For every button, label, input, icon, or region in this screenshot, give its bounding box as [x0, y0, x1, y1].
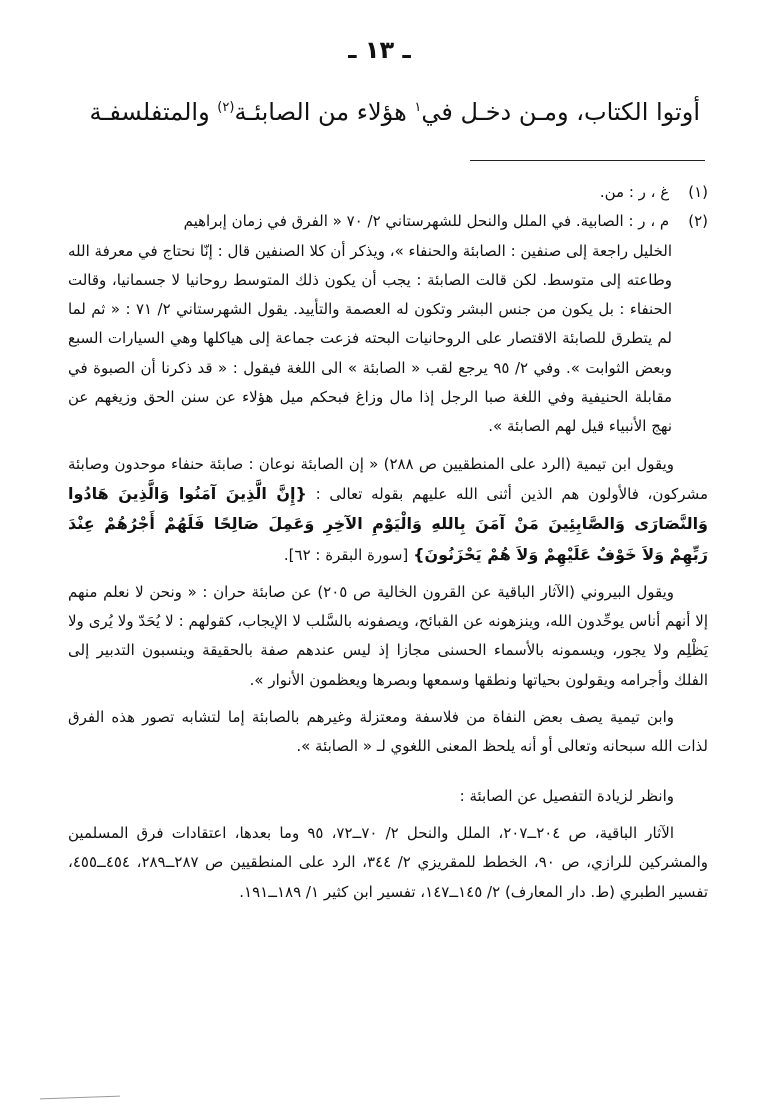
references-list: الآثار الباقية، ص ٢٠٤ــ٢٠٧، الملل والنحل ٢/ ٧٠ــ٧٢، ٩٥ وما بعدها، اعتقادات فرق المسلمين والمشركين للرازي، ص ٩٠، الخطط للمقريزي ٢/ ٣٤٤، الرد على المنطقيين ص ٢٨٧ــ٢٨٩، ٤٥٤ــ٤٥٥، تفسير الطبري (ط. دار المعارف) ٢/ ١٤٥ــ١٤٧، تفسير ابن كثير ١/ ١٨٩ــ١٩١. [68, 823, 708, 901]
main-text-segment: والمتفلسفـة [89, 98, 218, 126]
footnote-separator [470, 160, 705, 161]
footnote-number: (١) [688, 183, 708, 201]
footnote-text: م ، ر : الصابية. في الملل والنحل للشهرستاني ٢/ ٧٠ « الفرق في زمان إبراهيم [183, 212, 670, 231]
biruni-paragraph: ويقول البيروني (الآثار الباقية عن القرون الخالية ص ٢٠٥) عن صابئة حران : « ونحن لا نعلم منهم إلا أنهم أناس يوحِّدون الله، وينزهونه عن القبائح، ويصفونه بالسَّلب لا الإيجاب، كقولهم : لا يُحَدّ ولا يُرى ولا يَظْلِم ولا يجور، ويسمونه بالأسماء الحسنى مجازا إذ ليس عندهم صفة بالحقيقة وينسبون التدبير إلى الفلك وأجرامه ويقولون بحياتها ونطقها وسمعها وبصرها ويعظمون الأنوار ». [68, 582, 708, 689]
footnotes-section [68, 178, 708, 907]
page-number: ـ ١٣ ـ [348, 36, 411, 64]
main-text-segment: أوتوا الكتاب، ومـن دخـل في [421, 98, 700, 126]
footnote-text: غ ، ر : من. [599, 183, 670, 201]
footnote-number: (٢) [688, 212, 708, 231]
scan-edge-mark [40, 1096, 120, 1100]
footnote-ref-1: ١ [414, 100, 422, 115]
further-reading-intro: وانظر لزيادة التفصيل عن الصابئة : [459, 786, 674, 805]
main-text-line [70, 90, 700, 130]
ibn-taymiyya-note: وابن تيمية يصف بعض النفاة من فلاسفة ومعتزلة وغيرهم بالصابئة إما لتشابه تصور هذه الفرق لذات الله سبحانه وتعالى أو أنه يلحظ المعنى اللغوي لـ « الصابئة ». [68, 708, 708, 756]
footnote-1 [68, 178, 708, 207]
ibn-taymiyya-paragraph [68, 450, 708, 570]
footnote-2 [68, 207, 708, 236]
main-text-segment: هؤلاء من الصابئـة [234, 98, 415, 126]
quran-verse: {إِنَّ الَّذِينَ آمَنُوا وَالَّذِينَ هَادُوا وَالنَّصَارَى وَالصَّابِئِينَ مَنْ آمَنَ بِاللهِ وَالْيَوْمِ الآخِرِ وَعَمِلَ صَالِحًا فَلَهُمْ أَجْرُهُمْ عِنْدَ رَبِّهِمْ وَلاَ خَوْفٌ عَلَيْهِمْ وَلاَ هُمْ يَحْزَنُونَ} [68, 483, 708, 564]
footnote-ref-2: (٢) [217, 100, 235, 115]
footnote-2-body: الخليل راجعة إلى صنفين : الصابئة والحنفاء »، ويذكر أن كلا الصنفين قال : إنّا نحتاج في معرفة الله وطاعته إلى متوسط. لكن قالت الصابئة : يجب أن يكون ذلك المتوسط روحانيا لا جسمانيا، وقالت الحنفاء : بل يكون من جنس البشر وتكون له العصمة والتأييد. يقول الشهرستاني ٢/ ٧١ : « ثم لما لم يتطرق للصابئة الاقتصار على الروحانيات البحته فزعت جماعة إلى هياكلها وهي السيارات السبع وبعض الثوابت ». وفي ٢/ ٩٥ يرجع لقب « الصابئة » الى اللغة فيقول : « قد ذكرنا أن الصبوة في مقابلة الحنيفية وفي اللغة صبا الرجل إذا مال وزاغ فبحكم ميل هؤلاء عن سنن الحق وزيغهم عن نهج الأنبياء قيل لهم الصابئة ». [68, 241, 672, 436]
ibn-taymiyya-intro: ويقول ابن تيمية (الرد على المنطقيين ص ٢٨٨) « إن الصابئة نوعان : صابئة حنفاء موحدون وصابئة مشركون، فالأولون هم الذين أثنى الله عليهم بقوله تعالى : [68, 454, 708, 503]
verse-citation: [سورة البقرة : ٦٢]. [283, 545, 409, 564]
